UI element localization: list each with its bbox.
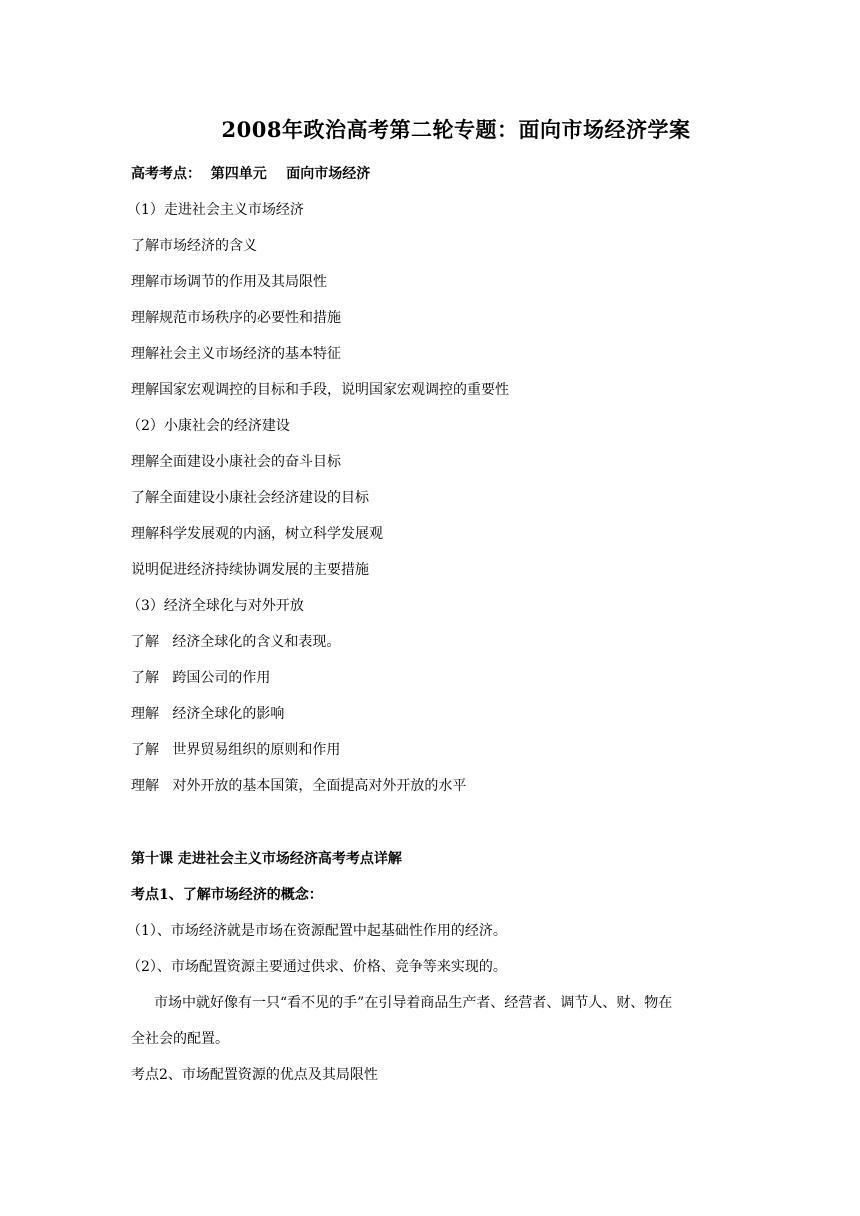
document-title: 2008年政治高考第二轮专题：面向市场经济学案 <box>221 117 691 142</box>
text-line: 理解 对外开放的基本国策，全面提高对外开放的水平 <box>131 778 467 794</box>
text-line: （1）、市场经济就是市场在资源配置中起基础性作用的经济。 <box>127 923 507 939</box>
text-line: 理解规范市场秩序的必要性和措施 <box>131 310 341 326</box>
section-3-heading: （3）经济全球化与对外开放 <box>127 598 304 614</box>
text-line: 理解市场调节的作用及其局限性 <box>131 274 327 290</box>
point-2-heading: 考点2、市场配置资源的优点及其局限性 <box>131 1067 378 1083</box>
text-line: 理解 经济全球化的影响 <box>131 706 285 722</box>
text-line: 理解国家宏观调控的目标和手段，说明国家宏观调控的重要性 <box>131 382 509 398</box>
text-line: 了解市场经济的含义 <box>131 238 257 254</box>
text-line: 理解全面建设小康社会的奋斗目标 <box>131 454 341 470</box>
text-line: 了解全面建设小康社会经济建设的目标 <box>131 490 369 506</box>
exam-points-heading: 高考考点： 第四单元 面向市场经济 <box>131 166 371 182</box>
text-line: 说明促进经济持续协调发展的主要措施 <box>131 562 369 578</box>
section-1-heading: （1）走进社会主义市场经济 <box>127 202 304 218</box>
text-line: 理解社会主义市场经济的基本特征 <box>131 346 341 362</box>
text-line: 了解 经济全球化的含义和表现。 <box>131 634 341 650</box>
text-line: 了解 跨国公司的作用 <box>131 670 271 686</box>
text-line: （2）、市场配置资源主要通过供求、价格、竞争等来实现的。 <box>127 959 507 975</box>
point-1-heading: 考点1、了解市场经济的概念： <box>131 887 323 903</box>
text-line: 了解 世界贸易组织的原则和作用 <box>131 742 341 758</box>
paragraph-line: 全社会的配置。 <box>131 1031 229 1047</box>
lesson-10-heading: 第十课 走进社会主义市场经济高考考点详解 <box>131 851 402 867</box>
section-2-heading: （2）小康社会的经济建设 <box>127 418 290 434</box>
text-line: 理解科学发展观的内涵，树立科学发展观 <box>131 526 383 542</box>
paragraph-line: 市场中就好像有一只“看不见的手”在引导着商品生产者、经营者、调节人、财、物在 <box>154 995 673 1011</box>
